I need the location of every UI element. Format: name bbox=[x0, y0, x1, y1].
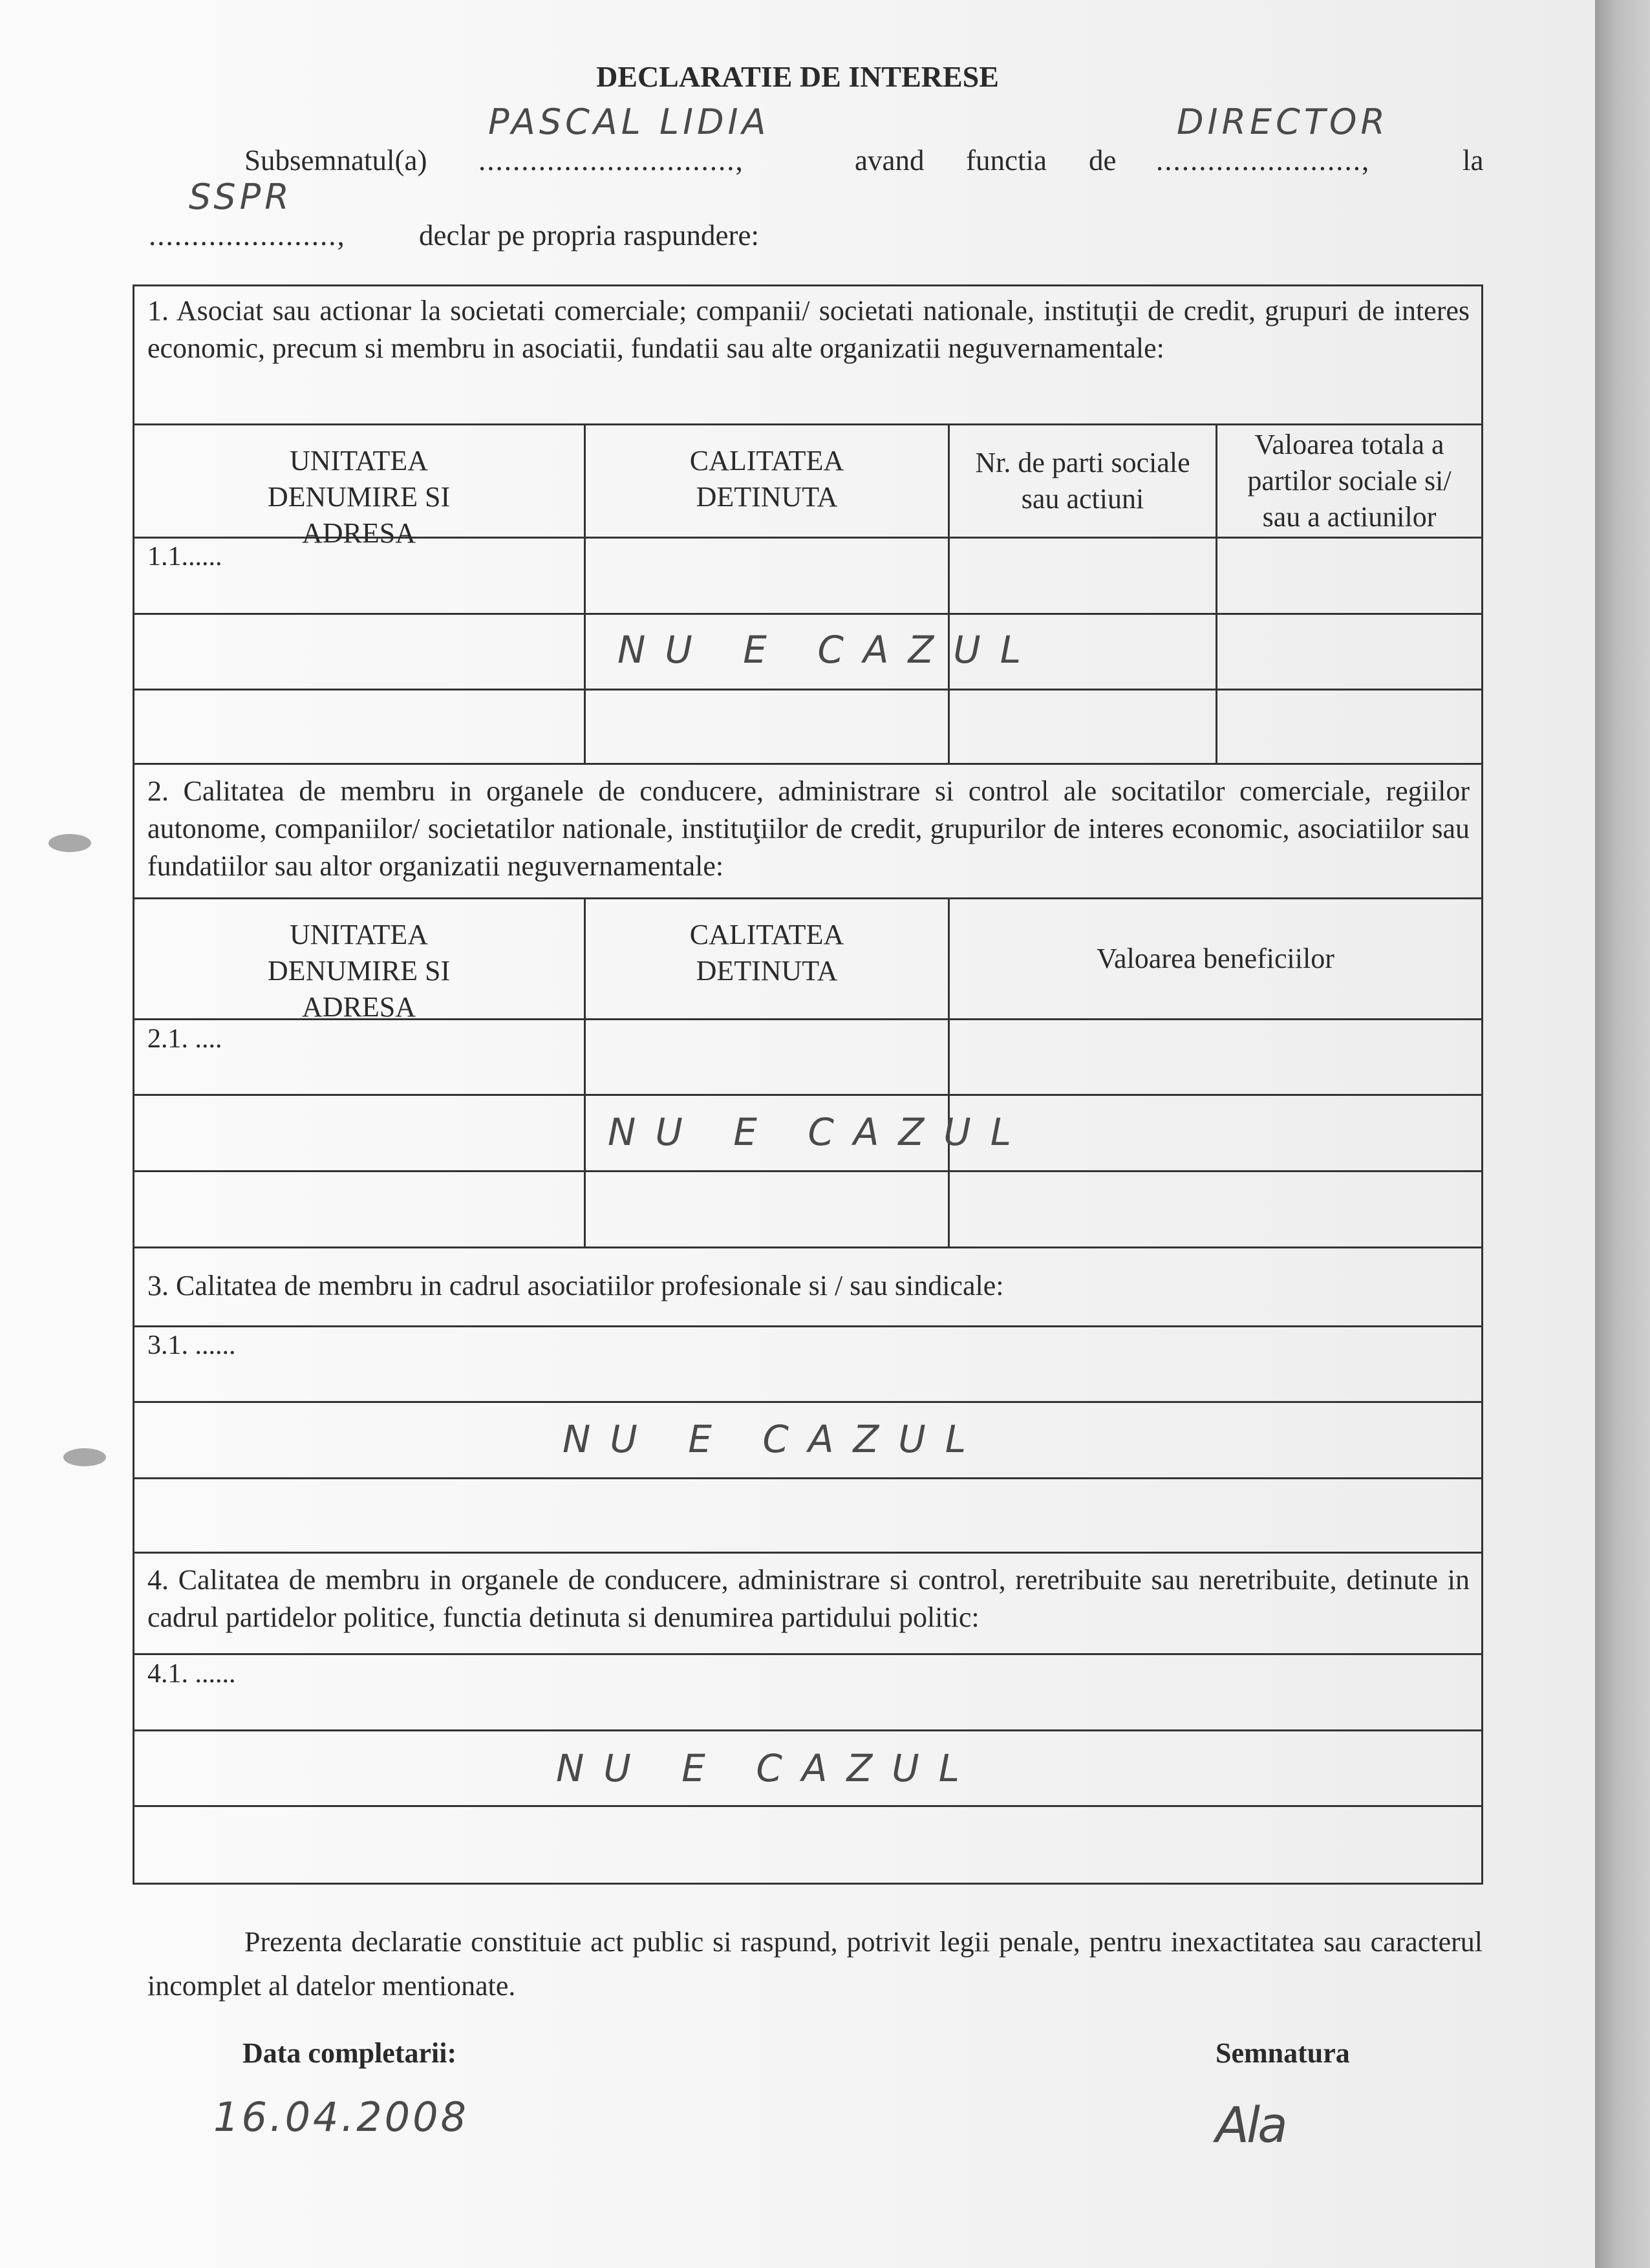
s4-row-label: 4.1. ...... bbox=[147, 1659, 236, 1689]
s3-row-label: 3.1. ...... bbox=[147, 1331, 236, 1360]
s2-col-unitatea: UNITATEA DENUMIRE SI ADRESA bbox=[267, 919, 451, 1023]
scanner-edge bbox=[1595, 0, 1650, 2268]
section-2-text: 2. Calitatea de membru in organele de conducere, administrare si control ale socitatilor comerciale, regiilor autonome, companiilor/ societatilor nationale, instituţiilor de credit, grupurilor de interes economic, asociatiilor sau fundatiilor sau altor organizatii neguvernamentale: bbox=[147, 775, 1470, 882]
s1-handwritten-answer[interactable]: NU E CAZUL bbox=[617, 628, 1041, 672]
date-field[interactable]: 16.04.2008 bbox=[213, 2093, 469, 2141]
section-3-text: 3. Calitatea de membru in cadrul asociatiilor profesionale si / sau sindicale: bbox=[147, 1270, 1004, 1301]
s3-handwritten-answer[interactable]: NU E CAZUL bbox=[562, 1417, 986, 1461]
s1-col-calitatea: CALITATEA DETINUTA bbox=[689, 445, 844, 513]
function-field[interactable]: DIRECTOR bbox=[1177, 102, 1389, 142]
date-label: Data completarii: bbox=[242, 2037, 457, 2069]
institution-field[interactable]: SSPR bbox=[189, 177, 293, 217]
punch-hole-bottom bbox=[63, 1448, 106, 1466]
function-dots: ........................, bbox=[1156, 144, 1371, 177]
institution-dots: ......................, bbox=[149, 219, 346, 251]
la-label: la bbox=[1462, 144, 1484, 177]
name-field[interactable]: PASCAL LIDIA bbox=[488, 102, 770, 142]
section-1-text: 1. Asociat sau actionar la societati comerciale; companii/ societati nationale, instituţii de credit, grupuri de interes economic, precum si membru in asociatii, fundatii sau alte organizatii neguvernamentale: bbox=[147, 295, 1470, 364]
s1-row-label: 1.1...... bbox=[147, 542, 222, 572]
signature-label: Semnatura bbox=[1216, 2037, 1350, 2069]
s1-col-valoarea: Valoarea totala a partilor sociale si/ sau a actiunilor bbox=[1247, 429, 1452, 533]
document-title: DECLARATIE DE INTERESE bbox=[596, 60, 999, 93]
de-label: de bbox=[1089, 144, 1117, 177]
signature[interactable]: Ala bbox=[1216, 2096, 1285, 2154]
s2-col-valoarea-beneficiilor: Valoarea beneficiilor bbox=[1097, 943, 1334, 974]
s2-col-calitatea: CALITATEA DETINUTA bbox=[689, 919, 844, 987]
s2-handwritten-answer[interactable]: NU E CAZUL bbox=[608, 1110, 1031, 1154]
s4-handwritten-answer[interactable]: NU E CAZUL bbox=[556, 1746, 980, 1790]
declar-label: declar pe propria raspundere: bbox=[419, 219, 759, 251]
s2-row-label: 2.1. .... bbox=[147, 1024, 222, 1054]
s1-col-unitatea: UNITATEA DENUMIRE SI ADRESA bbox=[267, 445, 451, 549]
legal-statement: Prezenta declaratie constituie act public si raspund, potrivit legii penale, pentru inexactitatea sau caracterul incomplet al datelor mentionate. bbox=[147, 1926, 1483, 2002]
punch-hole-top bbox=[48, 834, 91, 852]
subsemnatul-label: Subsemnatul(a) bbox=[244, 144, 427, 177]
avand-label: avand bbox=[855, 144, 925, 177]
name-dots: .............................., bbox=[478, 144, 744, 177]
functia-label: functia bbox=[966, 144, 1047, 177]
s1-col-nr-parti: Nr. de parti sociale sau actiuni bbox=[975, 447, 1190, 515]
section-4-text: 4. Calitatea de membru in organele de conducere, administrare si control, reretribuite sau neretribuite, detinute in cadrul partidelor politice, functia detinuta si denumirea partidului politic: bbox=[147, 1564, 1470, 1633]
